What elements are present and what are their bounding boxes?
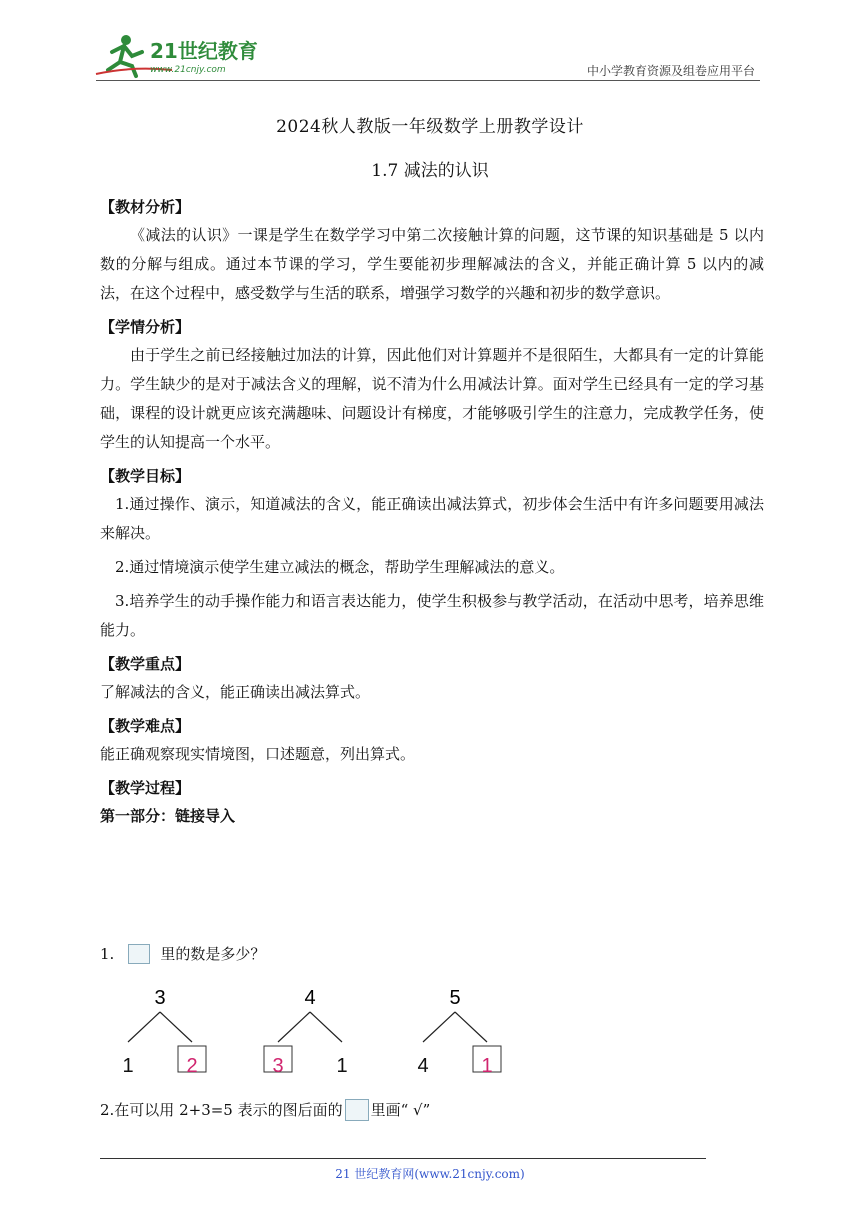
- tree-branch-right: [160, 1012, 192, 1042]
- goal-item: 2.通过情境演示使学生建立减法的概念，帮助学生理解减法的意义。: [115, 558, 565, 576]
- heading-goals: 【教学目标】: [100, 467, 191, 485]
- tree-branch-left: [128, 1012, 160, 1042]
- heading-difficulty: 【教学难点】: [100, 717, 191, 735]
- heading-analysis: 【教材分析】: [100, 198, 191, 216]
- footer-divider: [100, 1158, 706, 1159]
- part-title: 第一部分：链接导入: [100, 807, 236, 825]
- tree-top-number: 3: [154, 987, 166, 1009]
- tree-branch-left: [423, 1012, 455, 1042]
- question-2-text-after: 里画“ √”: [370, 1101, 431, 1119]
- number-bond-diagrams: [100, 982, 520, 1078]
- header-platform-text: 中小学教育资源及组卷应用平台: [586, 64, 755, 78]
- page-title: 2024秋人教版一年级数学上册教学设计: [276, 117, 584, 137]
- page-subtitle: 1.7 减法的认识: [371, 161, 489, 181]
- tree-top-number: 4: [304, 987, 316, 1009]
- question-2: [100, 1097, 430, 1123]
- heading-students: 【学情分析】: [100, 318, 191, 336]
- tree-left-number: 4: [417, 1055, 429, 1077]
- analysis-text: 《减法的认识》一课是学生在数学学习中第二次接触计算的问题，这节课的知识基础是 5 以内数的分解与组成。通过本节课的学习，学生要能初步理解减法的含义，并能正确计算 5 以内的减法，在这个过程中，感受数学与生活的联系，增强学习数学的兴趣和初步的数学意识。: [100, 226, 764, 302]
- tree-branch-right: [310, 1012, 342, 1042]
- difficulty-text: 能正确观察现实情境图，口述题意，列出算式。: [100, 745, 416, 763]
- tree-top-number: 5: [449, 987, 461, 1009]
- logo-text: 21世纪教育: [150, 39, 258, 63]
- tree-right-number: 1: [336, 1055, 348, 1077]
- tree-left-number: 3: [272, 1055, 284, 1077]
- blank-box-icon: [345, 1099, 369, 1121]
- document-body: [100, 193, 764, 830]
- blank-box-icon: [128, 944, 150, 964]
- students-text: 由于学生之前已经接触过加法的计算，因此他们对计算题并不是很陌生，大都具有一定的计算能力。学生缺少的是对于减法含义的理解，说不清为什么用减法计算。面对学生已经具有一定的学习基础，课程的设计就更应该充满趣味、问题设计有梯度，才能够吸引学生的注意力，完成教学任务，使学生的认知提高一个水平。: [100, 346, 764, 451]
- question-2-text-before: 2.在可以用 2+3=5 表示的图后面的: [100, 1101, 343, 1119]
- tree-branch-left: [278, 1012, 310, 1042]
- site-logo: [92, 30, 262, 80]
- tree-left-number: 1: [122, 1055, 134, 1077]
- heading-process: 【教学过程】: [100, 779, 191, 797]
- heading-key: 【教学重点】: [100, 655, 191, 673]
- tree-branch-right: [455, 1012, 487, 1042]
- header-divider: [96, 80, 760, 81]
- tree-right-number: 1: [481, 1055, 493, 1077]
- tree-right-number: 2: [186, 1055, 198, 1077]
- goal-item: 1.通过操作、演示，知道减法的含义，能正确读出减法算式，初步体会生活中有许多问题要用减法来解决。: [100, 495, 764, 542]
- goal-item: 3.培养学生的动手操作能力和语言表达能力，使学生积极参与教学活动，在活动中思考，培养思维能力。: [100, 592, 764, 639]
- logo-url: www.21cnjy.com: [150, 65, 226, 75]
- question-1-text: 里的数是多少？: [160, 945, 266, 963]
- key-text: 了解减法的含义，能正确读出减法算式。: [100, 683, 371, 701]
- number-bond-svg: [100, 982, 520, 1078]
- question-1-number: 1.: [100, 945, 115, 963]
- question-1: [100, 941, 265, 967]
- footer-text[interactable]: 21 世纪教育网(www.21cnjy.com): [335, 1167, 525, 1181]
